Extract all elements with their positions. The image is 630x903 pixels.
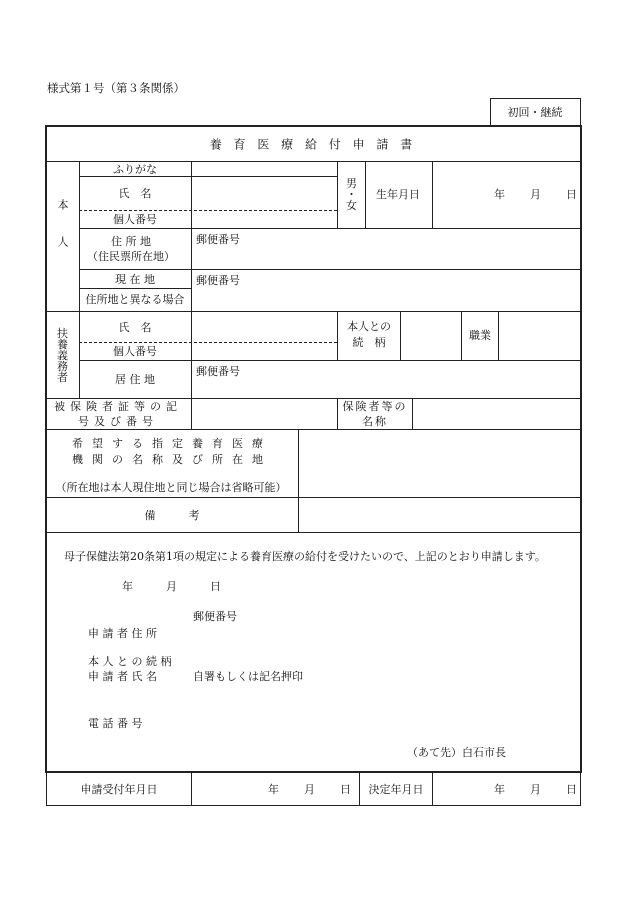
residence-input[interactable] (192, 377, 580, 397)
insurance-cert-input[interactable] (192, 399, 337, 429)
birthdate-ymd[interactable]: 年 月 日 (494, 188, 578, 201)
occupation-input[interactable] (499, 312, 580, 360)
birthdate-label: 生年月日 (376, 188, 420, 201)
applicant-postal-label: 郵便番号 (193, 610, 237, 623)
guardian-name-label: 氏 名 (118, 321, 152, 334)
guardian-name-input[interactable] (192, 312, 336, 342)
initial-continuation-box[interactable]: 初回・継続 (507, 106, 563, 119)
patient-name-input[interactable] (192, 177, 336, 210)
patient-section-label: 本人 (56, 199, 69, 273)
guardian-individual-number-input[interactable] (192, 343, 336, 360)
furigana-input[interactable] (192, 162, 336, 176)
individual-number-label: 個人番号 (113, 213, 157, 226)
occupation-label: 職業 (469, 329, 491, 342)
guardian-individual-number-label: 個人番号 (113, 345, 157, 358)
form-title: 養 育 医 療 給 付 申 請 書 (209, 137, 417, 152)
patient-name-label: 氏 名 (118, 187, 152, 200)
guardian-relation-input[interactable] (401, 312, 461, 360)
form-number: 様式第１号（第３条関係） (47, 81, 185, 95)
institution-input[interactable] (299, 430, 580, 497)
receipt-date-ymd[interactable]: 年 月 日 (268, 783, 352, 796)
institution-label-line1: 希望する指定養育医療 (72, 437, 272, 450)
individual-number-input[interactable] (192, 211, 336, 228)
guardian-section-label: 扶養義務者 (55, 327, 69, 383)
applicant-name-label: 申 請 者 氏 名 (88, 670, 157, 683)
applicant-address-input[interactable] (192, 624, 572, 642)
applicant-address-label: 申 請 者 住 所 (88, 627, 157, 640)
address-label: 住 所 地 (111, 235, 151, 248)
application-date[interactable]: 年 月 日 (122, 580, 221, 593)
furigana-label: ふりがな (113, 163, 157, 176)
phone-label: 電 話 番 号 (88, 717, 143, 730)
residence-postal-label: 郵便番号 (196, 365, 240, 378)
signature-note: 自署もしくは記名押印 (193, 670, 303, 683)
residence-label: 居 住 地 (115, 373, 155, 386)
institution-label-line2: 機関の名称及び所在地 (72, 453, 272, 466)
guardian-relation-label: 本人との続 柄 (347, 320, 391, 349)
phone-input[interactable] (192, 714, 392, 732)
current-location-input[interactable] (192, 287, 580, 310)
address-input[interactable] (192, 246, 580, 268)
current-postal-label: 郵便番号 (196, 274, 240, 287)
current-location-label: 現 在 地 (115, 273, 155, 286)
remarks-input[interactable] (299, 498, 580, 532)
applicant-relation-label: 本 人 と の 続 柄 (88, 655, 172, 668)
decision-date-label: 決定年月日 (368, 783, 424, 796)
institution-note: （所在地は本人現住地と同じ場合は省略可能） (55, 481, 287, 494)
address-sub-label: （住民票所在地） (87, 250, 175, 263)
sex-selector[interactable]: 男・女 (344, 177, 358, 211)
addressee: （あて先）白石市長 (407, 746, 506, 759)
insurer-name-input[interactable] (413, 399, 580, 429)
remarks-label: 備 考 (144, 509, 200, 522)
insurance-cert-label: 被保険者証等の記号及び番号 (54, 400, 182, 428)
declaration-text: 母子保健法第20条第1項の規定による養育医療の給付を受けたいので、上記のとおり申請します。 (64, 550, 546, 563)
receipt-date-label: 申請受付年月日 (80, 783, 158, 796)
address-postal-label: 郵便番号 (196, 233, 240, 246)
decision-date-ymd[interactable]: 年 月 日 (494, 783, 578, 796)
current-location-sub-label: 住所地と異なる場合 (85, 293, 185, 306)
insurer-name-label: 保険者等の名称 (342, 400, 408, 428)
